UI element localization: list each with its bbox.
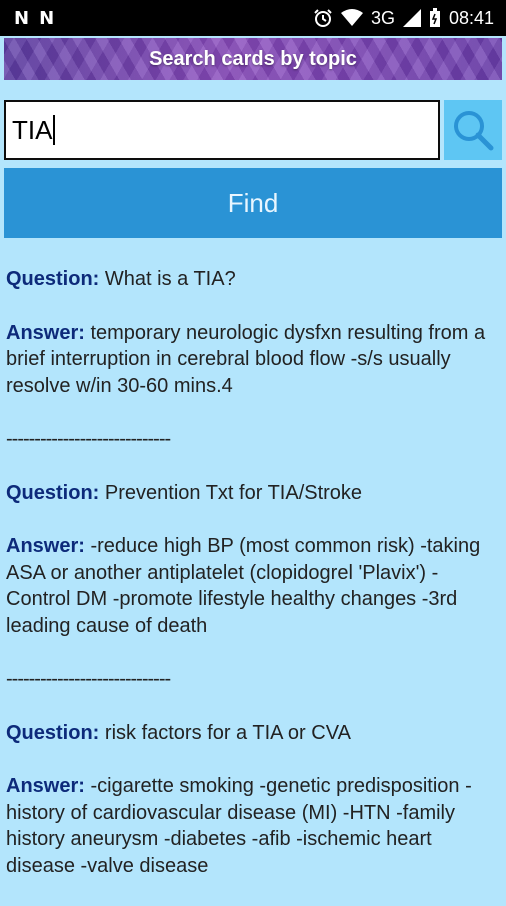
answer-label: Answer: <box>6 775 85 797</box>
notification-n-icon: N <box>14 7 30 29</box>
question-text: Prevention Txt for TIA/Stroke <box>104 481 363 504</box>
answer-text: -cigarette smoking -genetic predisposition -history of cardiovascular disease (MI) -HTN -family history aneurysm -diabetes -afib -ischemic heart disease -valve disease <box>6 775 472 877</box>
battery-icon <box>429 8 441 28</box>
answer-row <box>6 773 500 879</box>
status-time: 08:41 <box>448 7 494 28</box>
wifi-icon <box>341 9 363 27</box>
answer-row <box>6 533 500 639</box>
search-input[interactable] <box>4 100 440 160</box>
answer-row <box>6 320 500 400</box>
answer-label: Answer: <box>6 535 85 557</box>
find-button[interactable]: Find <box>4 168 502 238</box>
text-caret <box>53 115 55 145</box>
answer-label: Answer: <box>6 321 85 344</box>
question-label: Question: <box>6 481 100 504</box>
separator: ----------------------------- <box>6 428 171 450</box>
alarm-icon <box>313 8 333 28</box>
result-card <box>6 266 500 399</box>
result-card <box>6 480 500 640</box>
signal-icon <box>403 9 421 27</box>
question-row <box>6 480 500 507</box>
status-bar <box>0 0 506 36</box>
app-header <box>4 38 502 80</box>
question-row <box>6 266 500 293</box>
separator: ----------------------------- <box>6 668 171 690</box>
question-row <box>6 720 500 747</box>
notification-n-icon: N <box>39 7 55 29</box>
answer-text: -reduce high BP (most common risk) -taking ASA or another antiplatelet (clopidogrel 'Plavix') -Control DM -promote lifestyle healthy changes -3rd leading cause of death <box>6 535 481 637</box>
search-input-value: TIA <box>12 114 53 145</box>
network-type: 3G <box>370 7 395 28</box>
question-label: Question: <box>6 268 100 290</box>
question-text: What is a TIA? <box>104 268 236 290</box>
search-button[interactable] <box>444 100 502 160</box>
answer-text: temporary neurologic dysfxn resulting from a brief interruption in cerebral blood flow -s/s usually resolve w/in 30-60 mins.4 <box>6 321 486 397</box>
question-text: risk factors for a TIA or CVA <box>104 721 351 744</box>
results-list <box>6 266 500 906</box>
question-label: Question: <box>6 721 100 744</box>
search-row <box>0 96 506 166</box>
result-card <box>6 720 500 880</box>
page-title: Search cards by topic <box>149 47 357 70</box>
search-icon <box>451 108 495 152</box>
